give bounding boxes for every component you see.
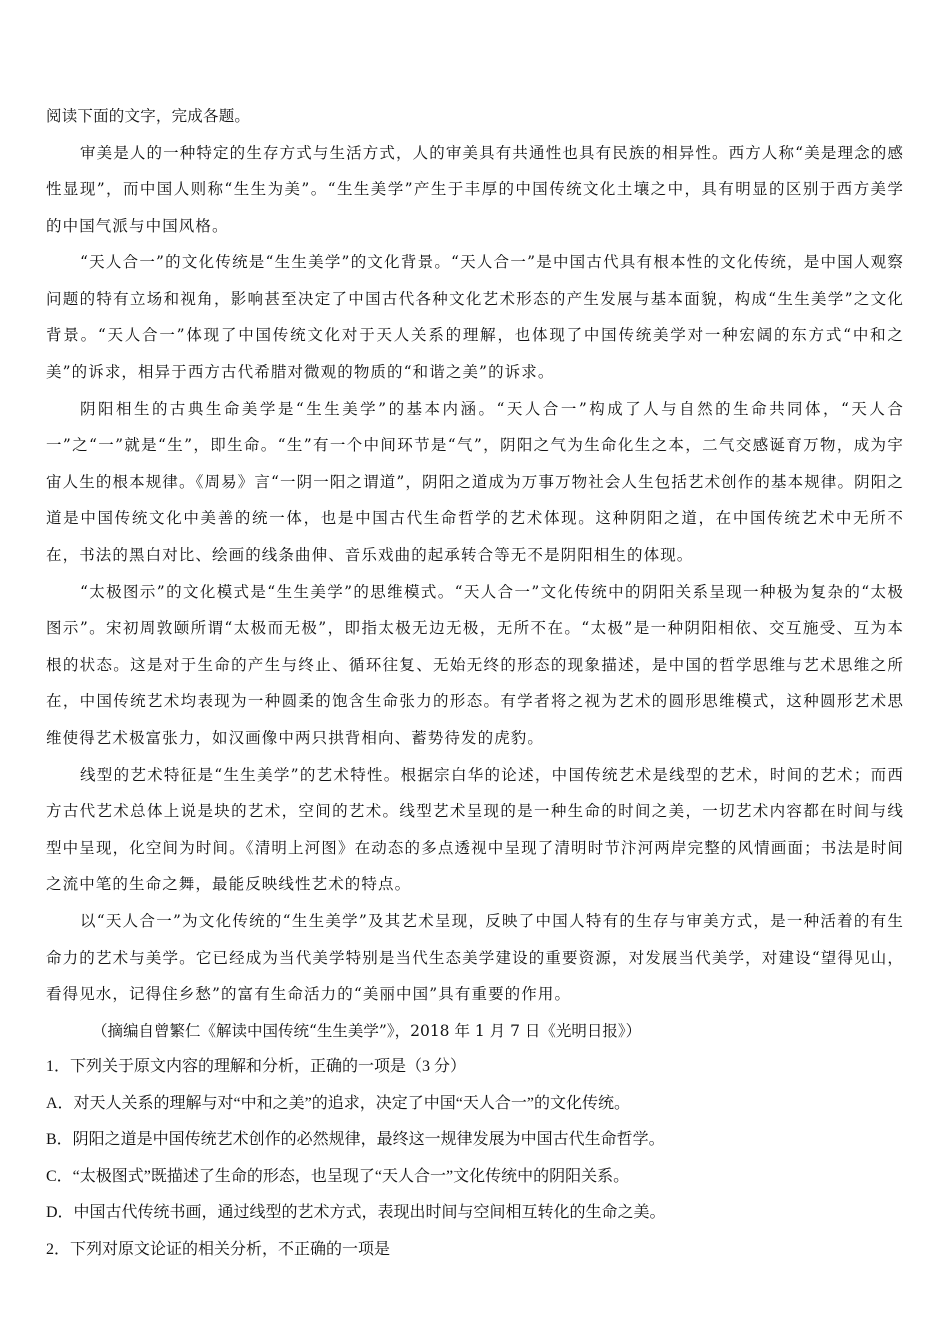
question-1-option-b: B．阴阳之道是中国传统艺术创作的必然规律，最终这一规律发展为中国古代生命哲学。 [46, 1131, 665, 1149]
reading-instruction: 阅读下面的文字，完成各题。 [46, 107, 251, 125]
question-1-option-a: A．对天人关系的理解与对“中和之美”的追求，决定了中国“天人合一”的文化传统。 [46, 1094, 630, 1112]
question-1-option-c: C．“太极图式”既描述了生命的形态，也呈现了“天人合一”文化传统中的阴阳关系。 [46, 1167, 630, 1185]
paragraph-2: “天人合一”的文化传统是“生生美学”的文化背景。“天人合一”是中国古代具有根本性的文化传统，是中国人观察问题的特有立场和视角，影响甚至决定了中国古代各种文化艺术形态的产生发展与基本面貌，构成“生生美学”之文化背景。“天人合一”体现了中国传统文化对于天人关系的理解，也体现了中国传统美学对一种宏阔的东方式“中和之美”的诉求，相异于西方古代希腊对微观的物质的“和谐之美”的诉求。 [46, 253, 904, 382]
paragraph-3: 阴阳相生的古典生命美学是“生生美学”的基本内涵。“天人合一”构成了人与自然的生命共同体，“天人合一”之“一”就是“生”，即生命。“生”有一个中间环节是“气”，阴阳之气为生命化生之本，二气交感诞育万物，成为宇宙人生的根本规律。《周易》言“一阴一阳之谓道”，阴阳之道成为万事万物社会人生包括艺术创作的基本规律。阴阳之道是中国传统文化中美善的统一体，也是中国古代生命哲学的艺术体现。这种阴阳之道，在中国传统艺术中无所不在，书法的黑白对比、绘画的线条曲伸、音乐戏曲的起承转合等无不是阴阳相生的体现。 [46, 399, 904, 565]
question-1-stem: 1．下列关于原文内容的理解和分析，正确的一项是（3 分） [46, 1058, 467, 1076]
paragraph-4: “太极图示”的文化模式是“生生美学”的思维模式。“天人合一”文化传统中的阴阳关系呈现一种极为复杂的“太极图示”。宋初周敦颐所谓“太极而无极”，即指太极无边无极，无所不在。“太极”是一种阴阳相依、交互施受、互为本根的状态。这是对于生命的产生与终止、循环往复、无始无终的形态的现象描述，是中国的哲学思维与艺术思维之所在，中国传统艺术均表现为一种圆柔的饱含生命张力的形态。有学者将之视为艺术的圆形思维模式，这种圆形艺术思维使得艺术极富张力，如汉画像中两只拱背相向、蓄势待发的虎豹。 [46, 582, 904, 747]
paragraph-5: 线型的艺术特征是“生生美学”的艺术特性。根据宗白华的论述，中国传统艺术是线型的艺术，时间的艺术；而西方古代艺术总体上说是块的艺术，空间的艺术。线型艺术呈现的是一种生命的时间之美，一切艺术内容都在时间与线型中呈现，化空间为时间。《清明上河图》在动态的多点透视中呈现了清明时节汴河两岸完整的风情画面；书法是时间之流中笔的生命之舞，最能反映线性艺术的特点。 [46, 765, 904, 894]
question-1-option-d: D．中国古代传统书画，通过线型的艺术方式，表现出时间与空间相互转化的生命之美。 [46, 1204, 666, 1222]
question-2-stem: 2．下列对原文论证的相关分析，不正确的一项是 [46, 1240, 391, 1258]
source-citation: （摘编自曾繁仁《解读中国传统“生生美学”》，2018 年 1 月 7 日《光明日报》） [92, 1021, 642, 1040]
document-page [46, 98, 904, 1268]
paragraph-1: 审美是人的一种特定的生存方式与生活方式，人的审美具有共通性也具有民族的相异性。西方人称“美是理念的感性显现”，而中国人则称“生生为美”。“生生美学”产生于丰厚的中国传统文化土壤之中，具有明显的区别于西方美学的中国气派与中国风格。 [46, 143, 904, 235]
paragraph-6: 以“天人合一”为文化传统的“生生美学”及其艺术呈现，反映了中国人特有的生存与审美方式，是一种活着的有生命力的艺术与美学。它已经成为当代美学特别是当代生态美学建设的重要资源，对发展当代美学，对建设“望得见山，看得见水，记得住乡愁”的富有生命活力的“美丽中国”具有重要的作用。 [46, 911, 904, 1004]
